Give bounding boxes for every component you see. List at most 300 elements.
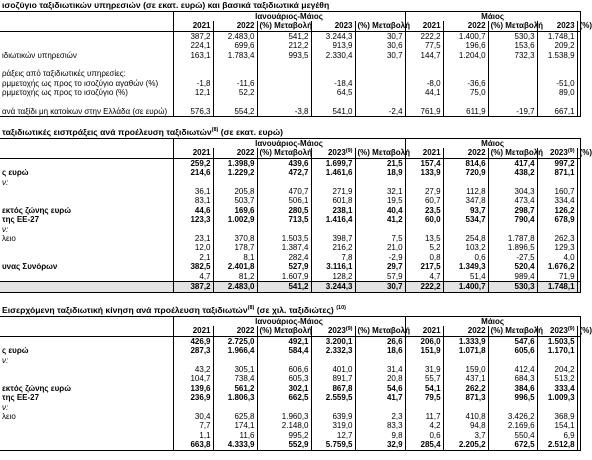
row-value (577, 196, 580, 205)
row-value: 224,1 (173, 41, 213, 50)
row-label: ν: (0, 403, 173, 412)
table-row (0, 107, 580, 117)
row-value: 384,6 (488, 384, 537, 393)
row-label (0, 374, 173, 383)
table-row (0, 253, 580, 262)
row-value: 26,6 (355, 336, 405, 346)
row-value (311, 178, 355, 187)
row-value: 5.759,5 (311, 440, 355, 450)
header-blank-cell (0, 317, 173, 327)
section2-title-note: (8) (211, 127, 219, 133)
row-value (577, 31, 580, 41)
table-row (0, 187, 580, 196)
row-value (405, 60, 443, 69)
row-value: 1.748,1 (537, 282, 577, 292)
row-label (0, 272, 173, 282)
row-value: 214,6 (173, 168, 213, 177)
row-value: 18,9 (355, 168, 405, 177)
table-row (0, 60, 580, 69)
row-value: 144,7 (405, 51, 443, 60)
row-value: 1.387,4 (257, 243, 311, 252)
column-header: (%) Μεταβολή (257, 21, 311, 31)
row-value: 57,9 (355, 272, 405, 282)
row-value (537, 225, 577, 234)
column-header: (%) (577, 326, 580, 336)
row-value (405, 356, 443, 365)
column-header: 2022 (443, 326, 488, 336)
row-value (577, 384, 580, 393)
header-period-may: Μάιος (405, 139, 580, 149)
row-value (355, 225, 405, 234)
row-value: 871,3 (443, 393, 488, 402)
row-value (577, 243, 580, 252)
row-value: 212,2 (257, 41, 311, 50)
row-value (577, 374, 580, 383)
row-value: -2,9 (355, 253, 405, 262)
row-value (213, 178, 257, 187)
row-value: 605,3 (257, 374, 311, 383)
row-value: 790,4 (488, 215, 537, 224)
row-value (355, 403, 405, 412)
row-value: 262,3 (537, 234, 577, 243)
row-value: 3,7 (443, 431, 488, 440)
row-value: 995,2 (257, 431, 311, 440)
row-value: 123,3 (173, 215, 213, 224)
column-header: 2021 (405, 148, 443, 158)
table-row (0, 215, 580, 224)
row-value: 2.330,4 (311, 51, 355, 60)
row-label (0, 336, 173, 346)
row-value (577, 282, 580, 292)
row-value (488, 60, 537, 69)
row-value: 2.483,0 (213, 31, 257, 41)
row-value: 738,4 (213, 374, 257, 383)
row-value (488, 178, 537, 187)
column-header-note: (9) (567, 326, 575, 333)
row-value: 996,5 (488, 393, 537, 402)
row-value: 157,4 (405, 158, 443, 168)
row-value: 3.244,3 (311, 282, 355, 292)
row-value: 41,2 (355, 215, 405, 224)
row-value (257, 98, 311, 107)
row-value: 2,1 (173, 253, 213, 262)
table-row (0, 393, 580, 402)
column-header: 2023$^{(9)}$ (311, 326, 355, 336)
row-value: 699,6 (213, 41, 257, 50)
row-value: 60,7 (405, 196, 443, 205)
row-value: 387,2 (173, 282, 213, 292)
row-value: 561,2 (213, 384, 257, 393)
row-value (405, 98, 443, 107)
header-blank-cell (0, 12, 173, 22)
row-value (577, 187, 580, 196)
section3-title (2, 305, 346, 315)
row-value: 44,6 (173, 206, 213, 215)
row-value (537, 356, 577, 365)
row-value: 554,2 (213, 107, 257, 117)
row-value: 530,3 (488, 31, 537, 41)
row-value: 1.783,4 (213, 51, 257, 60)
row-value (173, 178, 213, 187)
row-value: 2.205,2 (443, 440, 488, 450)
table-row (0, 234, 580, 243)
row-value (257, 69, 311, 78)
row-value (257, 79, 311, 88)
row-value (355, 88, 405, 97)
row-value: 520,4 (488, 262, 537, 271)
row-value (577, 253, 580, 262)
row-value: 262,2 (443, 384, 488, 393)
column-header: (%) Μεταβολή (257, 326, 311, 336)
row-value: 417,4 (488, 158, 537, 168)
row-value: 222,2 (405, 282, 443, 292)
row-value (488, 98, 537, 107)
row-value: 112,8 (443, 187, 488, 196)
row-value: 259,2 (173, 158, 213, 168)
row-value: 128,2 (311, 272, 355, 282)
row-value: 347,8 (443, 196, 488, 205)
row-value: 27,9 (405, 187, 443, 196)
column-header: 2023 (537, 21, 577, 31)
row-label: ς ευρώ (0, 168, 173, 177)
row-value (257, 225, 311, 234)
row-value: 103,2 (443, 243, 488, 252)
row-value (405, 225, 443, 234)
row-label: ρμμετοχής ως προς το ισοζύγιο (%) (0, 88, 173, 97)
column-header: 2022 (443, 148, 488, 158)
column-header: 2021 (173, 326, 213, 336)
column-header: 2022 (213, 148, 257, 158)
row-value (577, 206, 580, 215)
row-value: 7,5 (355, 234, 405, 243)
row-value (577, 51, 580, 60)
row-value: 2,3 (355, 412, 405, 421)
table-row (0, 384, 580, 393)
row-value: 550,4 (488, 431, 537, 440)
row-value: 319,0 (311, 421, 355, 430)
row-value (577, 262, 580, 271)
row-value: 51,4 (443, 272, 488, 282)
row-value (311, 225, 355, 234)
row-label (0, 187, 173, 196)
table-travel-balance (0, 11, 592, 117)
row-value: 31,9 (405, 365, 443, 374)
row-value (577, 365, 580, 374)
row-value: 506,1 (257, 196, 311, 205)
row-value: 44,1 (405, 88, 443, 97)
row-value (537, 403, 577, 412)
row-value: 64,5 (311, 88, 355, 97)
row-label: εκτός ζώνης ευρώ (0, 384, 173, 393)
header-blank-cell (0, 326, 173, 336)
row-value: 576,3 (173, 107, 213, 117)
row-label: υνας Συνόρων (0, 262, 173, 271)
row-value: 1.960,3 (257, 412, 311, 421)
row-value (405, 178, 443, 187)
row-value: 79,5 (405, 393, 443, 402)
row-value (577, 178, 580, 187)
row-value (355, 79, 405, 88)
column-header-note: (9) (345, 326, 353, 333)
row-value: 1.806,3 (213, 393, 257, 402)
row-value (213, 356, 257, 365)
row-value: 7,8 (311, 253, 355, 262)
row-value (577, 356, 580, 365)
row-value: 2.512,8 (537, 440, 577, 450)
row-value (577, 421, 580, 430)
row-value: 31,4 (355, 365, 405, 374)
row-value: 305,1 (213, 365, 257, 374)
row-value: 1.896,5 (488, 243, 537, 252)
row-value: 204,2 (537, 365, 577, 374)
row-value: 71,9 (537, 272, 577, 282)
section3-title-suffix: (σε χιλ. ταξιδιώτες) (254, 305, 337, 315)
row-value: 55,7 (405, 374, 443, 383)
row-value (405, 403, 443, 412)
row-value (311, 356, 355, 365)
row-value (577, 412, 580, 421)
row-value: 584,4 (257, 346, 311, 355)
section3-title-note2: (10) (336, 305, 346, 311)
row-value: 1.333,9 (443, 336, 488, 346)
table-row (0, 374, 580, 383)
row-value: 23,1 (173, 234, 213, 243)
column-header-note: (9) (567, 148, 575, 155)
row-label (0, 431, 173, 440)
table-row (0, 51, 580, 60)
table-row (0, 168, 580, 177)
row-label: ιδιωτικών υπηρεσιών (0, 51, 173, 60)
row-value: 663,8 (173, 440, 213, 450)
row-value: 30,7 (355, 51, 405, 60)
row-value (355, 69, 405, 78)
row-value: 83,1 (173, 196, 213, 205)
row-value: 41,7 (355, 393, 405, 402)
row-value: 370,8 (213, 234, 257, 243)
row-value: 684,3 (488, 374, 537, 383)
row-value (537, 98, 577, 107)
row-value: 12,0 (173, 243, 213, 252)
row-value: 1.461,6 (311, 168, 355, 177)
row-value: 1.787,8 (488, 234, 537, 243)
row-value (213, 98, 257, 107)
row-value: 382,5 (173, 262, 213, 271)
column-header: 2022 (443, 21, 488, 31)
column-header: 2021 (405, 21, 443, 31)
row-value: 133,9 (405, 168, 443, 177)
table-row (0, 243, 580, 252)
row-value (443, 356, 488, 365)
section3-title-text: Εισερχόμενη ταξιδιωτική κίνηση ανά προέλευση ταξιδιωτών (2, 305, 248, 315)
column-header: (%) Μεταβολή (355, 326, 405, 336)
row-value: 20,8 (355, 374, 405, 383)
row-value: 7,7 (173, 421, 213, 430)
row-value (443, 98, 488, 107)
table-row (0, 262, 580, 271)
row-value: 222,2 (405, 31, 443, 41)
row-value (311, 60, 355, 69)
row-value: 662,5 (257, 393, 311, 402)
row-value: 503,7 (213, 196, 257, 205)
row-value (488, 356, 537, 365)
table-row (0, 431, 580, 440)
row-value: 89,0 (537, 88, 577, 97)
row-value: 1.071,8 (443, 346, 488, 355)
row-label (0, 158, 173, 168)
row-value: 209,2 (537, 41, 577, 50)
row-label (0, 421, 173, 430)
table-row (0, 41, 580, 50)
row-value (311, 69, 355, 78)
section3-title-note: (8) (247, 305, 255, 311)
row-value (173, 98, 213, 107)
row-value: 32,1 (355, 187, 405, 196)
row-value: 3.116,1 (311, 262, 355, 271)
row-value: 732,3 (488, 51, 537, 60)
table-row (0, 225, 580, 234)
row-value: 205,8 (213, 187, 257, 196)
row-value: 12,7 (311, 431, 355, 440)
row-value: 0,6 (443, 253, 488, 262)
row-value: 12,1 (173, 88, 213, 97)
row-value: 160,7 (537, 187, 577, 196)
row-value: 2.169,6 (488, 421, 537, 430)
row-value: 196,6 (443, 41, 488, 50)
row-value: 1.538,9 (537, 51, 577, 60)
row-value: 513,2 (537, 374, 577, 383)
row-value: 3.426,2 (488, 412, 537, 421)
row-value: -3,8 (257, 107, 311, 117)
row-value: 254,8 (443, 234, 488, 243)
row-value (443, 60, 488, 69)
row-value: 605,6 (488, 346, 537, 355)
row-value: -8,0 (405, 79, 443, 88)
row-label (0, 243, 173, 252)
column-header: (%) Μεταβολή (488, 21, 537, 31)
row-value (577, 431, 580, 440)
column-header: 2021 (173, 21, 213, 31)
row-value: 611,9 (443, 107, 488, 117)
column-header: (%) (577, 21, 580, 31)
row-label: εκτός ζώνης ευρώ (0, 206, 173, 215)
table-row (0, 421, 580, 430)
row-value: 2.148,0 (257, 421, 311, 430)
row-value: 159,0 (443, 365, 488, 374)
table-header-periods (0, 12, 580, 22)
row-value: 871,1 (537, 168, 577, 177)
header-blank-cell (0, 139, 173, 149)
row-value: 625,8 (213, 412, 257, 421)
row-value: 129,3 (537, 243, 577, 252)
row-value (577, 234, 580, 243)
row-value (173, 403, 213, 412)
row-label: της ΕΕ-27 (0, 215, 173, 224)
row-value (173, 60, 213, 69)
row-value (488, 88, 537, 97)
row-value: 18,6 (355, 346, 405, 355)
row-value: 891,7 (311, 374, 355, 383)
row-value (257, 178, 311, 187)
row-value: 93,7 (443, 206, 488, 215)
row-value: 217,5 (405, 262, 443, 271)
row-value: -2,4 (355, 107, 405, 117)
table-row (0, 31, 580, 41)
header-period-jan-may: Ιανουάριος-Μάιος (173, 317, 405, 327)
column-header: 2022 (213, 21, 257, 31)
row-value: 426,9 (173, 336, 213, 346)
row-value (577, 79, 580, 88)
row-value: 282,4 (257, 253, 311, 262)
table-header-columns (0, 21, 580, 31)
row-value: -1,8 (173, 79, 213, 88)
row-value (577, 98, 580, 107)
row-label (0, 196, 173, 205)
row-value (577, 41, 580, 50)
row-value: 21,5 (355, 158, 405, 168)
row-value (577, 336, 580, 346)
row-value: 867,8 (311, 384, 355, 393)
row-value: -36,6 (443, 79, 488, 88)
table-row (0, 440, 580, 450)
row-value: 11,6 (213, 431, 257, 440)
column-header: (%) Μεταβολή (488, 148, 537, 158)
row-label: λειο (0, 412, 173, 421)
row-value: 333,4 (537, 384, 577, 393)
row-value: 75,0 (443, 88, 488, 97)
row-value (577, 272, 580, 282)
header-period-jan-may: Ιανουάριος-Μάιος (173, 139, 405, 149)
column-header: (%) Μεταβολή (257, 148, 311, 158)
row-value: 19,5 (355, 196, 405, 205)
row-label (0, 60, 173, 69)
row-value (577, 215, 580, 224)
row-value: 43,2 (173, 365, 213, 374)
table-row (0, 79, 580, 88)
section2-title (2, 127, 283, 137)
row-value: 437,1 (443, 374, 488, 383)
row-value: 1.966,4 (213, 346, 257, 355)
row-value (443, 403, 488, 412)
row-value: 1,1 (173, 431, 213, 440)
column-header: 2023$^{(9)}$ (537, 326, 577, 336)
row-value (355, 356, 405, 365)
row-value (173, 356, 213, 365)
row-value: 54,6 (355, 384, 405, 393)
row-value: 541,2 (257, 31, 311, 41)
table-row (0, 412, 580, 421)
row-value: 761,9 (405, 107, 443, 117)
row-value: 23,5 (405, 206, 443, 215)
row-label: ράξεις από ταξιδιωτικές υπηρεσίες: (0, 69, 173, 78)
row-label (0, 365, 173, 374)
row-value: 410,8 (443, 412, 488, 421)
row-value: 1.400,7 (443, 282, 488, 292)
column-header: 2023$^{(9)}$ (311, 148, 355, 158)
row-value (577, 60, 580, 69)
row-value: 216,2 (311, 243, 355, 252)
row-value: 13,5 (405, 234, 443, 243)
row-value: -51,0 (537, 79, 577, 88)
header-blank-cell (0, 21, 173, 31)
row-value: 527,9 (257, 262, 311, 271)
row-label (0, 31, 173, 41)
row-value: 236,9 (173, 393, 213, 402)
row-value: 11,7 (405, 412, 443, 421)
row-value: 439,6 (257, 158, 311, 168)
row-value (213, 225, 257, 234)
row-value: 126,2 (537, 206, 577, 215)
row-value: 174,1 (213, 421, 257, 430)
